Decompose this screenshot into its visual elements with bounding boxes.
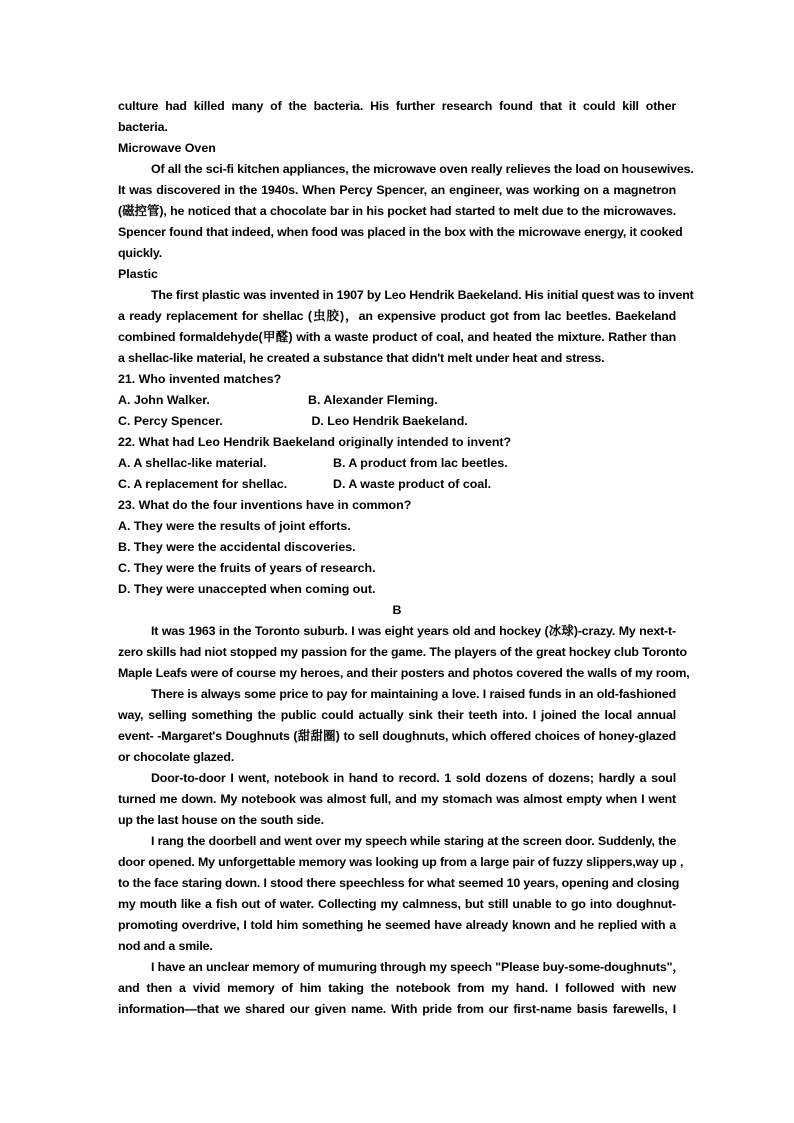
body-line: event- -Margaret's Doughnuts (甜甜圈) to sell doughnuts, which offered choices of honey-glazed [118, 729, 676, 743]
body-line: quickly. [118, 246, 163, 260]
question-21-option-a[interactable]: A. John Walker. [118, 393, 210, 407]
body-line: (磁控管), he noticed that a chocolate bar in his pocket had started to melt due to the microwaves. [118, 204, 676, 218]
body-line: combined formaldehyde(甲醛) with a waste product of coal, and heated the mixture. Rather than [118, 330, 676, 344]
body-line: information—that we shared our given name. With pride from our first-name basis farewells, I [118, 1002, 676, 1016]
body-line: It was 1963 in the Toronto suburb. I was eight years old and hockey (冰球)-crazy. My next-t- [151, 624, 676, 638]
question-21-options-row [118, 390, 676, 411]
question-23-option-d[interactable]: D. They were unaccepted when coming out. [118, 582, 376, 596]
body-line: nod and a smile. [118, 939, 213, 953]
body-line: a shellac-like material, he created a substance that didn't melt under heat and stress. [118, 351, 605, 365]
body-line: way, selling something the public could actually sink their teeth into. I joined the local annual [118, 708, 676, 722]
section-heading-microwave-oven: Microwave Oven [118, 141, 216, 155]
document-content [118, 96, 694, 1020]
question-21-stem: 21. Who invented matches? [118, 372, 282, 386]
question-22-options-row [118, 453, 676, 474]
question-22-option-a[interactable]: A. A shellac-like material. [118, 456, 267, 470]
question-23-stem: 23. What do the four inventions have in common? [118, 498, 412, 512]
body-line: There is always some price to pay for maintaining a love. I raised funds in an old-fashioned [151, 687, 676, 701]
question-22-option-d[interactable]: D. A waste product of coal. [333, 477, 492, 491]
question-23-option-c[interactable]: C. They were the fruits of years of research. [118, 561, 376, 575]
body-line: door opened. My unforgettable memory was looking up from a large pair of fuzzy slippers,way up , [118, 855, 684, 869]
question-21-options-row [118, 411, 676, 432]
body-line: and then a vivid memory of him taking the notebook from my hand. I followed with new [118, 981, 676, 995]
body-line: I rang the doorbell and went over my speech while staring at the screen door. Suddenly, the [151, 834, 677, 848]
body-line: to the face staring down. I stood there speechless for what seemed 10 years, opening and closing [118, 876, 680, 890]
body-line: my mouth like a fish out of water. Collecting my calmness, but still unable to go into doughnut- [118, 897, 676, 911]
question-22-option-c[interactable]: C. A replacement for shellac. [118, 477, 288, 491]
question-23-option-a[interactable]: A. They were the results of joint efforts. [118, 519, 351, 533]
question-21-option-d[interactable]: D. Leo Hendrik Baekeland. [308, 414, 468, 428]
body-line: or chocolate glazed. [118, 750, 235, 764]
body-line: Of all the sci-fi kitchen appliances, the microwave oven really relieves the load on housewives. [151, 162, 694, 176]
body-line: The first plastic was invented in 1907 by Leo Hendrik Baekeland. His initial quest was to invent [151, 288, 694, 302]
body-line: zero skills had niot stopped my passion for the game. The players of the great hockey club Toronto [118, 645, 687, 659]
body-line: Door-to-door I went, notebook in hand to record. 1 sold dozens of dozens; hardly a soul [151, 771, 676, 785]
body-line: I have an unclear memory of mumuring through my speech "Please buy-some-doughnuts"， [151, 960, 685, 974]
body-line: Spencer found that indeed, when food was placed in the box with the microwave energy, it cooked [118, 225, 683, 239]
body-line: Maple Leafs were of course my heroes, and their posters and photos covered the walls of my room, [118, 666, 690, 680]
section-heading-plastic: Plastic [118, 267, 158, 281]
body-line: culture had killed many of the bacteria. His further research found that it could kill other [118, 99, 676, 113]
question-22-stem: 22. What had Leo Hendrik Baekeland originally intended to invent? [118, 435, 512, 449]
body-line: It was discovered in the 1940s. When Percy Spencer, an engineer, was working on a magnetron [118, 183, 676, 197]
question-22-option-b[interactable]: B. A product from lac beetles. [333, 456, 508, 470]
body-line: up the last house on the south side. [118, 813, 324, 827]
body-line: a ready replacement for shellac (虫胶)，an expensive product got from lac beetles. Baekeland [118, 309, 676, 323]
question-23-option-b[interactable]: B. They were the accidental discoveries. [118, 540, 356, 554]
body-line: promoting overdrive, I told him something he seemed have already known and he replied with a [118, 918, 676, 932]
passage-b-label: B [392, 603, 402, 617]
question-21-option-b[interactable]: B. Alexander Fleming. [308, 393, 438, 407]
question-22-options-row [118, 474, 676, 495]
body-line: bacteria. [118, 120, 168, 134]
body-line: turned me down. My notebook was almost full, and my stomach was almost empty when I went [118, 792, 676, 806]
question-21-option-c[interactable]: C. Percy Spencer. [118, 414, 223, 428]
